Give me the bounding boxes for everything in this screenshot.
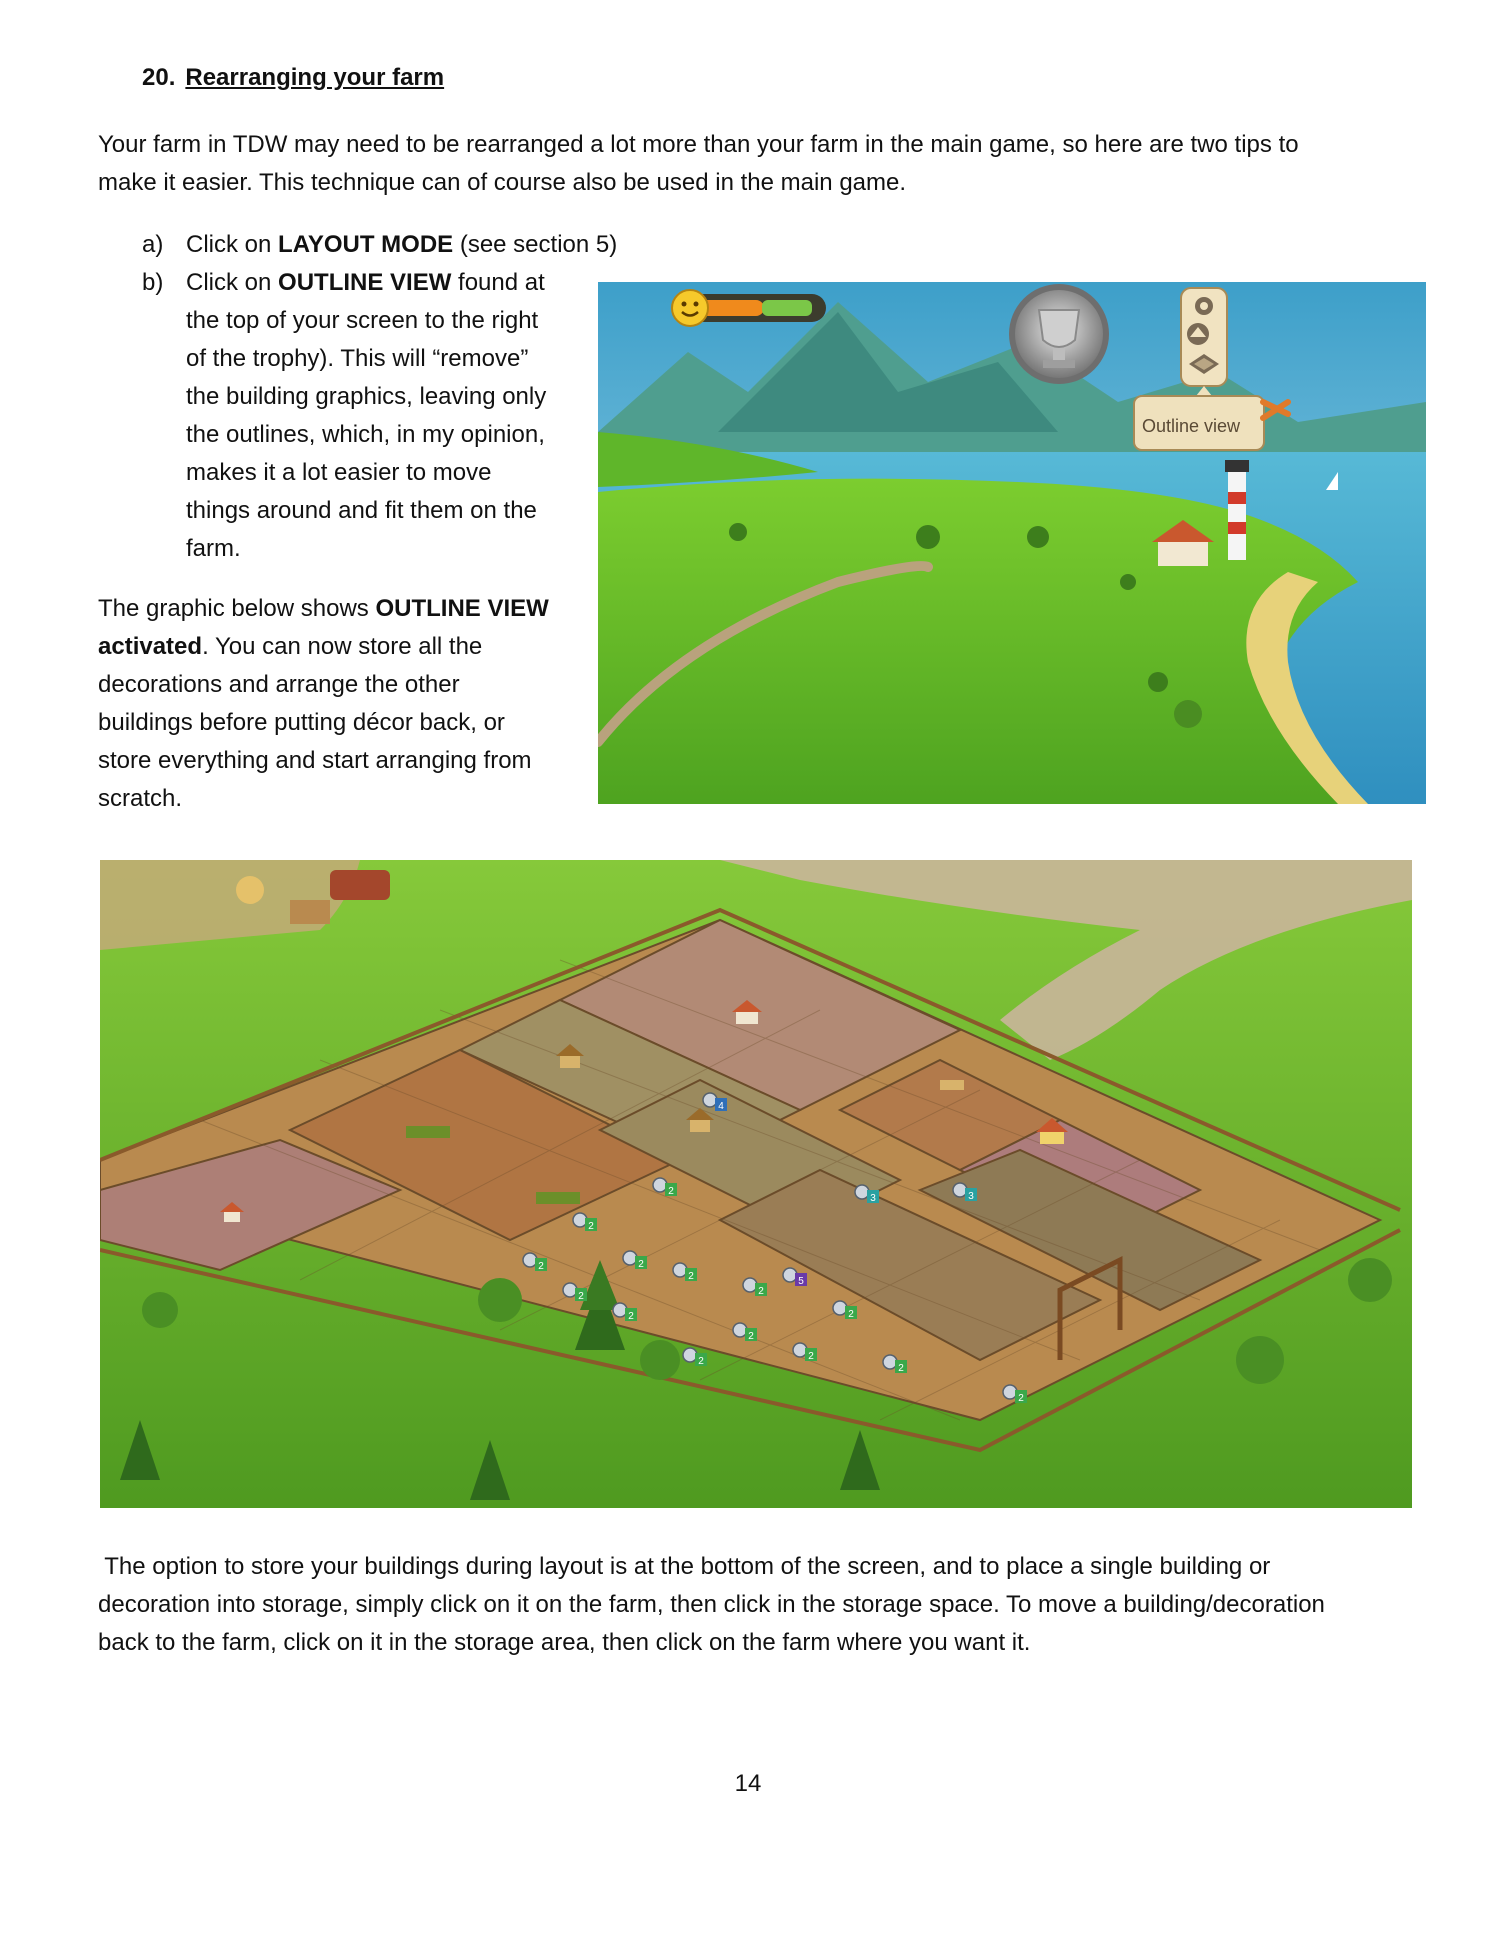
settings-gear-icon[interactable] (1195, 297, 1213, 315)
step-b-line: makes it a lot easier to move (186, 459, 492, 486)
graphic-note-pre: The graphic below shows (98, 595, 376, 622)
step-b-line: things around and fit them on the (186, 497, 537, 524)
storage-pin-count: 2 (848, 1309, 854, 1320)
graphic-note-bold-1: OUTLINE VIEW (375, 595, 549, 622)
lighthouse (1228, 470, 1246, 560)
step-b-post: found at (451, 269, 545, 296)
storage-pin-count: 2 (588, 1221, 594, 1232)
coast-scene (598, 282, 1426, 804)
step-b (142, 264, 582, 574)
section-number: 20. (142, 64, 176, 91)
graphic-note-line: scratch. (98, 785, 183, 812)
graphic-note (98, 590, 578, 818)
storage-pin-count: 4 (718, 1101, 724, 1112)
truck (330, 870, 390, 900)
storage-pin-count: 2 (578, 1291, 584, 1302)
storage-pin-count: 2 (538, 1261, 544, 1272)
storage-pin-count: 2 (628, 1311, 634, 1322)
storage-pin-count: 5 (798, 1276, 804, 1287)
step-a-pre: Click on (186, 231, 279, 258)
storage-pin-count: 2 (688, 1271, 694, 1282)
storage-pin-count: 2 (898, 1363, 904, 1374)
outro-line-3: back to the farm, click on it in the storage area, then click on the farm where you want it. (98, 1629, 1031, 1656)
storage-pin-count: 2 (638, 1259, 644, 1270)
screenshot-farm-outline (100, 860, 1412, 1508)
outro-line-1: The option to store your buildings during layout is at the bottom of the screen, and to place a single building or (98, 1553, 1271, 1580)
layout-mode-icon[interactable] (1187, 323, 1209, 345)
storage-pin-count: 2 (758, 1286, 764, 1297)
intro-line-2: make it easier. This technique can of course also be used in the main game. (98, 169, 907, 196)
step-a-label: a) (142, 231, 164, 258)
step-b-line: the building graphics, leaving only (186, 383, 547, 410)
storage-pin-count: 2 (808, 1351, 814, 1362)
storage-pin-count: 3 (870, 1193, 876, 1204)
storage-pin-count: 2 (668, 1186, 674, 1197)
step-b-line: of the trophy). This will “remove” (186, 345, 529, 372)
outro-line-2: decoration into storage, simply click on it on the farm, then click in the storage space. To move a building/decoration (98, 1591, 1325, 1618)
step-a-post: (see section 5) (453, 231, 618, 258)
step-b-line: the outlines, which, in my opinion, (186, 421, 545, 448)
storage-pin-count: 3 (968, 1191, 974, 1202)
screenshot-coast (598, 282, 1426, 804)
step-b-label: b) (142, 269, 164, 296)
step-b-bold: OUTLINE VIEW (278, 269, 452, 296)
farm-scene (100, 860, 1412, 1508)
graphic-note-line: buildings before putting décor back, or (98, 709, 505, 736)
storage-pin-count: 2 (698, 1356, 704, 1367)
section-heading (142, 64, 444, 92)
graphic-note-line: store everything and start arranging from (98, 747, 532, 774)
step-a (142, 226, 662, 264)
graphic-note-bold-2: activated (98, 633, 203, 660)
section-title: Rearranging your farm (185, 64, 445, 91)
graphic-note-line: decorations and arrange the other (98, 671, 460, 698)
storage-pin-count: 2 (1018, 1393, 1024, 1404)
step-b-pre: Click on (186, 269, 279, 296)
trophy-icon[interactable] (1009, 284, 1109, 384)
graphic-note-after: . You can now store all the (202, 633, 483, 660)
step-a-bold: LAYOUT MODE (278, 231, 454, 258)
step-b-line: farm. (186, 535, 241, 562)
step-b-line: the top of your screen to the right (186, 307, 539, 334)
smiley-icon (672, 290, 708, 326)
intro-line-1: Your farm in TDW may need to be rearranged a lot more than your farm in the main game, so here are two tips to (98, 131, 1299, 158)
tooltip-label: Outline view (1142, 416, 1241, 436)
page-number: 14 (734, 1770, 762, 1797)
storage-pin-count: 2 (748, 1331, 754, 1342)
